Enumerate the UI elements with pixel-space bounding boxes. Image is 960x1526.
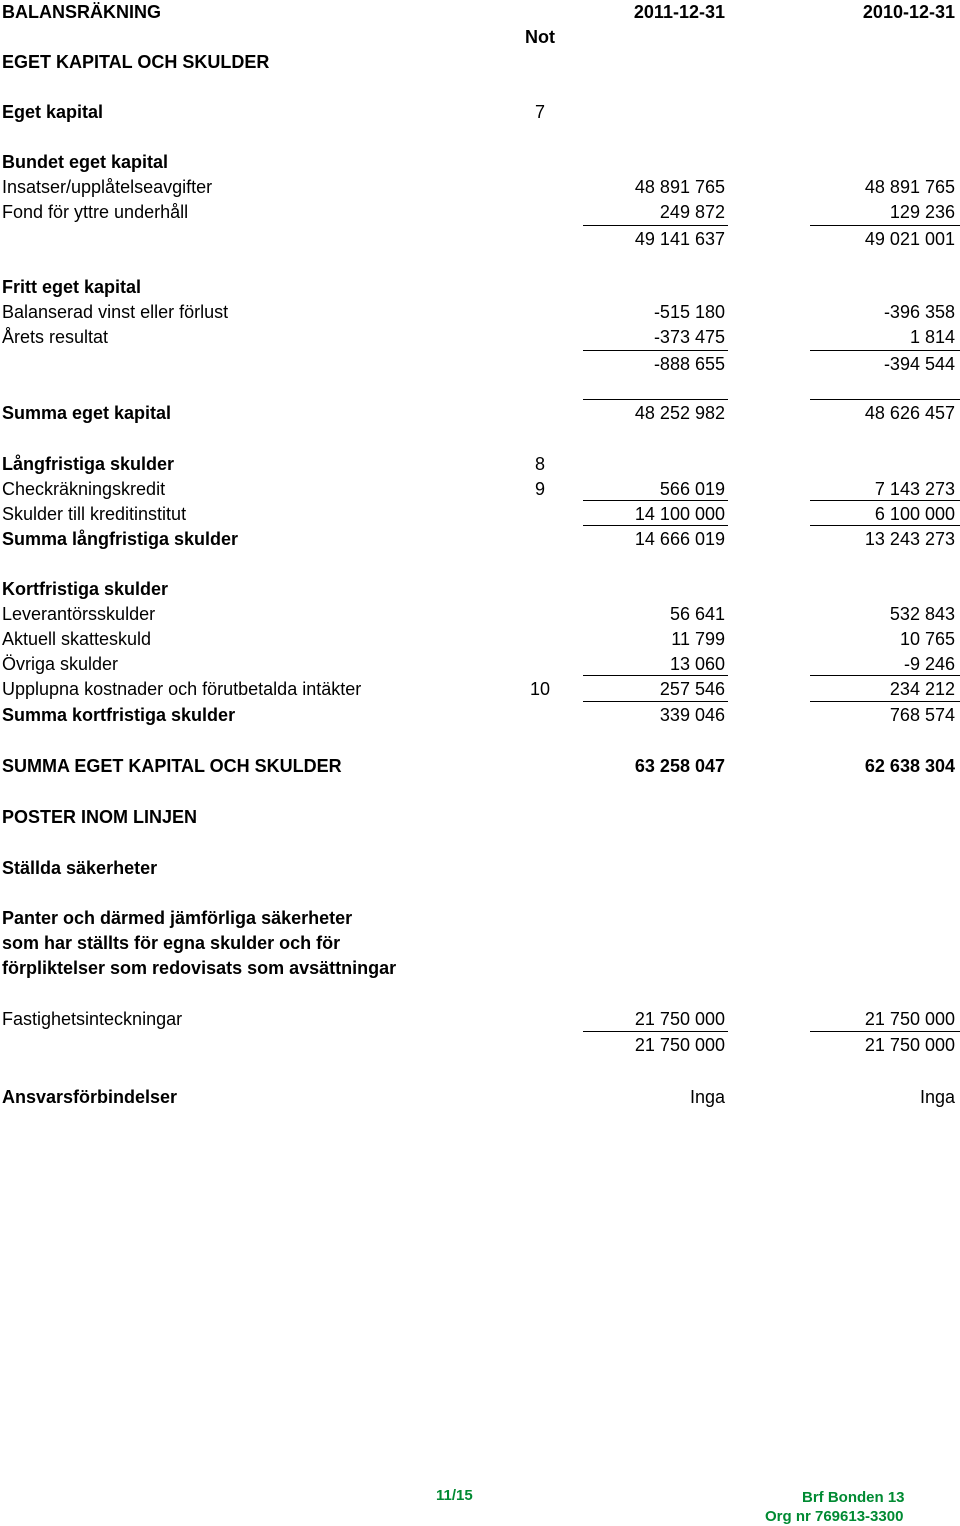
panter-line: Panter och därmed jämförliga säkerheter (2, 908, 353, 928)
row-value-2011: 21 750 000 (634, 1009, 725, 1029)
page-number: 11/15 (436, 1487, 473, 1504)
ansvar-2011: Inga (689, 1087, 725, 1107)
org-name: Brf Bonden 13 (802, 1489, 905, 1506)
row-value-2010: 532 843 (889, 604, 955, 624)
sum-divider (583, 399, 728, 400)
note-ref: 10 (529, 679, 551, 699)
row-label: Checkräkningskredit (2, 479, 166, 499)
poster-heading: POSTER INOM LINJEN (2, 807, 198, 827)
sum-divider (583, 500, 728, 501)
row-value-2011: -373 475 (653, 327, 725, 347)
note-ref: 7 (534, 102, 545, 122)
row-value-2010: 234 212 (889, 679, 955, 699)
summa-eget-2011: 48 252 982 (634, 403, 725, 423)
summa-langfristiga-2010: 13 243 273 (864, 529, 955, 549)
org-number: Org nr 769613-3300 (765, 1508, 904, 1525)
row-value-2010: 21 750 000 (864, 1009, 955, 1029)
sum-divider (583, 225, 728, 226)
langfristiga-heading: Långfristiga skulder (2, 454, 175, 474)
summa-kortfristiga-label: Summa kortfristiga skulder (2, 705, 236, 725)
row-label: Årets resultat (2, 327, 109, 347)
panter-line: förpliktelser som redovisats som avsättningar (2, 958, 397, 978)
stallda-heading: Ställda säkerheter (2, 858, 158, 878)
subtotal-2011: -888 655 (653, 354, 725, 374)
row-value-2011: 48 891 765 (634, 177, 725, 197)
row-value-2011: 566 019 (659, 479, 725, 499)
row-label: Fastighetsinteckningar (2, 1009, 183, 1029)
note-ref: 9 (534, 479, 545, 499)
kortfristiga-heading: Kortfristiga skulder (2, 579, 169, 599)
summa-kortfristiga-2011: 339 046 (659, 705, 725, 725)
fritt-heading: Fritt eget kapital (2, 277, 142, 297)
summa-kortfristiga-2010: 768 574 (889, 705, 955, 725)
summa-eget-2010: 48 626 457 (864, 403, 955, 423)
sum-divider (810, 500, 960, 501)
row-value-2011: 14 100 000 (634, 504, 725, 524)
row-value-2011: -515 180 (653, 302, 725, 322)
sum-divider (583, 675, 728, 676)
row-value-2010: -396 358 (883, 302, 955, 322)
sum-divider (810, 675, 960, 676)
summa-eget-label: Summa eget kapital (2, 403, 172, 423)
eget-kapital-heading: Eget kapital (2, 102, 104, 122)
subtotal-2010: 49 021 001 (864, 229, 955, 249)
row-label: Balanserad vinst eller förlust (2, 302, 229, 322)
row-label: Upplupna kostnader och förutbetalda intäkter (2, 679, 362, 699)
row-value-2010: 48 891 765 (864, 177, 955, 197)
row-value-2011: 56 641 (669, 604, 725, 624)
summa-langfristiga-label: Summa långfristiga skulder (2, 529, 239, 549)
sum-divider (810, 225, 960, 226)
row-value-2011: 13 060 (669, 654, 725, 674)
sum-divider (810, 701, 960, 702)
sum-divider (583, 350, 728, 351)
column-header-2011: 2011-12-31 (633, 2, 725, 22)
bundet-heading: Bundet eget kapital (2, 152, 169, 172)
column-header-2010: 2010-12-31 (862, 2, 955, 22)
row-label: Insatser/upplåtelseavgifter (2, 177, 213, 197)
summa-total-2010: 62 638 304 (864, 756, 955, 776)
row-label: Fond för yttre underhåll (2, 202, 189, 222)
row-value-2011: 249 872 (659, 202, 725, 222)
sum-divider (583, 1031, 728, 1032)
subtotal-2010: 21 750 000 (864, 1035, 955, 1055)
row-label: Leverantörsskulder (2, 604, 156, 624)
page-title: BALANSRÄKNING (2, 2, 161, 22)
row-value-2010: 1 814 (909, 327, 955, 347)
subtotal-2011: 49 141 637 (634, 229, 725, 249)
note-ref: 8 (534, 454, 545, 474)
sum-divider (810, 1031, 960, 1032)
row-value-2010: 7 143 273 (874, 479, 955, 499)
sum-divider (810, 399, 960, 400)
row-value-2010: 6 100 000 (874, 504, 955, 524)
subtotal-2010: -394 544 (883, 354, 955, 374)
sum-divider (583, 525, 728, 526)
subtotal-2011: 21 750 000 (634, 1035, 725, 1055)
summa-langfristiga-2011: 14 666 019 (634, 529, 725, 549)
panter-line: som har ställts för egna skulder och för (2, 933, 341, 953)
sum-divider (583, 701, 728, 702)
column-header-note: Not (525, 27, 555, 47)
row-value-2011: 11 799 (671, 629, 725, 649)
row-value-2010: -9 246 (903, 654, 955, 674)
section-subtitle: EGET KAPITAL OCH SKULDER (2, 52, 270, 72)
row-label: Övriga skulder (2, 654, 119, 674)
summa-total-label: SUMMA EGET KAPITAL OCH SKULDER (2, 756, 342, 776)
ansvar-label: Ansvarsförbindelser (2, 1087, 178, 1107)
sum-divider (810, 525, 960, 526)
row-value-2010: 129 236 (889, 202, 955, 222)
row-label: Skulder till kreditinstitut (2, 504, 187, 524)
ansvar-2010: Inga (919, 1087, 955, 1107)
row-value-2010: 10 765 (899, 629, 955, 649)
summa-total-2011: 63 258 047 (634, 756, 725, 776)
sum-divider (810, 350, 960, 351)
row-label: Aktuell skatteskuld (2, 629, 152, 649)
row-value-2011: 257 546 (659, 679, 725, 699)
